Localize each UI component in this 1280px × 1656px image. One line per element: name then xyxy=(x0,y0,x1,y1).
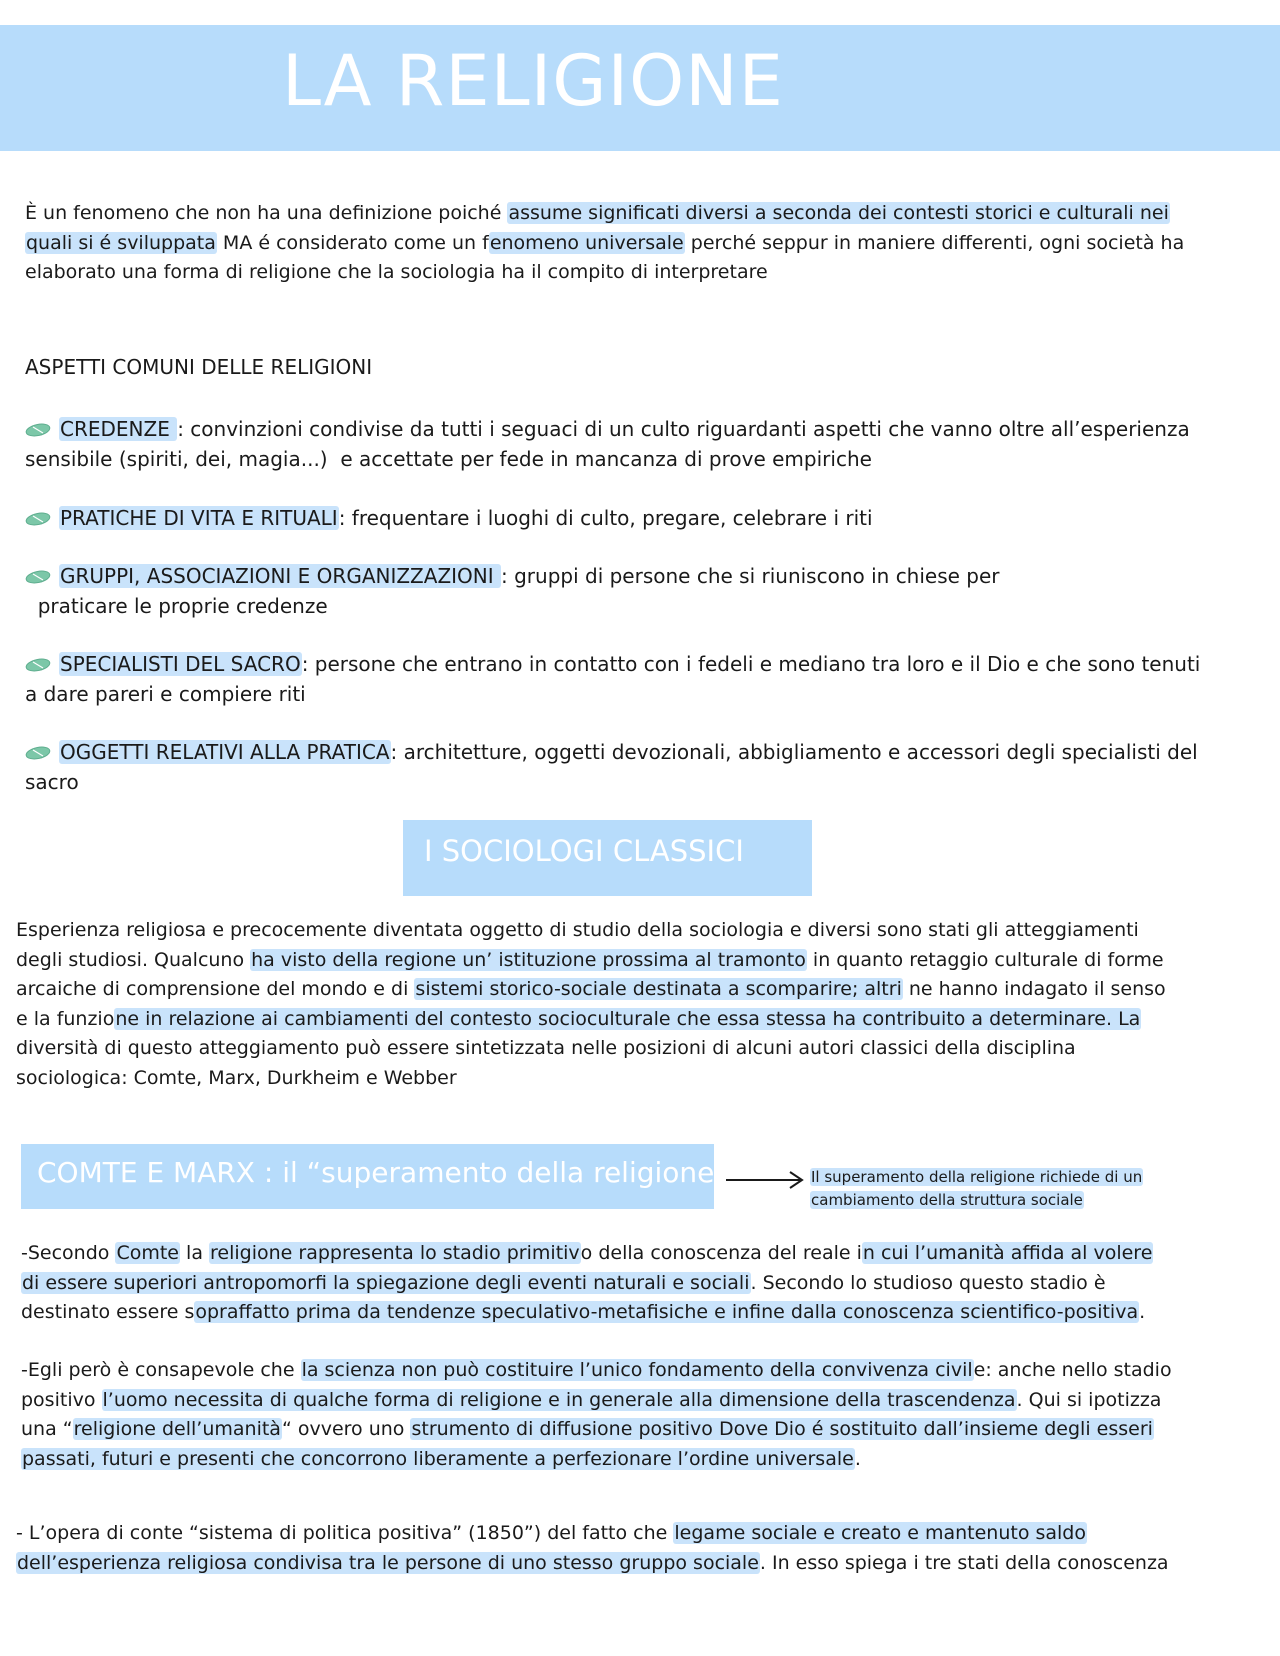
aspect-line xyxy=(25,738,1198,768)
aspect-term: PRATICHE DI VITA E RITUALI xyxy=(60,506,338,530)
text-segment: n cui l’umanità affida al volere xyxy=(862,1242,1153,1264)
aspect-item xyxy=(25,504,873,534)
text-segment: in quanto retaggio culturale di forme xyxy=(806,948,1164,971)
arrow-right-icon xyxy=(724,1168,806,1192)
aspect-description-cont: sacro xyxy=(25,769,79,794)
text-segment: legame sociale e creato e mantenuto saldo xyxy=(674,1522,1086,1544)
text-line xyxy=(16,1064,1166,1094)
text-segment: destinato essere s xyxy=(21,1301,195,1323)
text-segment: . Secondo lo studioso questo stadio è xyxy=(750,1271,1106,1294)
text-segment: la scienza non può costituire l’unico fondamento della convivenza civil xyxy=(301,1359,973,1381)
text-segment: elaborato una forma di religione che la sociologia ha il compito di interpretare xyxy=(25,261,768,283)
aspect-description-cont: praticare le proprie credenze xyxy=(25,593,328,618)
text-segment: . xyxy=(854,1447,861,1470)
text-segment: quali si é sviluppata xyxy=(26,231,216,254)
text-segment: dell’esperienza religiosa condivisa tra le persone di uno stesso gruppo sociale xyxy=(17,1551,759,1574)
aspect-item xyxy=(25,650,1200,709)
aspect-description-cont: sensibile (spiriti, dei, magia...) e accettate per fede in mancanza di prove empiriche xyxy=(25,446,872,471)
aspect-description: : persone che entrano in contatto con i fedeli e mediano tra loro e il Dio e che sono tenuti xyxy=(301,652,1201,676)
text-segment: la xyxy=(180,1242,210,1264)
text-segment: MA é considerato come un f xyxy=(216,231,489,254)
text-segment: e: anche nello stadio xyxy=(973,1359,1172,1381)
classici-paragraph xyxy=(16,916,1166,1093)
text-line xyxy=(21,1386,1172,1416)
comte-paragraph-2 xyxy=(21,1356,1172,1474)
text-segment: Esperienza religiosa e precocemente diventata oggetto di studio della sociologia e diversi sono stati gli atteggiamenti xyxy=(16,919,1139,941)
text-segment: religione rappresenta lo stadio primitiv xyxy=(210,1242,580,1264)
text-segment: Comte xyxy=(116,1242,179,1264)
text-segment: degli studiosi. Qualcuno xyxy=(16,948,251,971)
text-segment: . xyxy=(1139,1301,1146,1323)
classici-heading: I SOCIOLOGI CLASSICI xyxy=(403,820,812,896)
aspect-item xyxy=(25,738,1198,797)
aspect-description: : frequentare i luoghi di culto, pregare, celebrare i riti xyxy=(338,506,873,530)
aspect-description-cont: a dare pareri e compiere riti xyxy=(25,681,306,706)
text-segment: l’uomo necessita di qualche forma di religione e in generale alla dimensione della trascendenza xyxy=(102,1388,1016,1411)
pill-icon xyxy=(25,658,51,672)
aspect-line xyxy=(25,415,1190,445)
text-segment: arcaiche di comprensione del mondo e di xyxy=(16,978,415,1000)
text-line xyxy=(21,1445,1172,1475)
aspect-term: OGGETTI RELATIVI ALLA PRATICA xyxy=(60,740,390,764)
page-title: LA RELIGIONE xyxy=(282,40,784,122)
text-segment: positivo xyxy=(21,1388,102,1411)
text-segment: enomeno universale xyxy=(489,231,684,254)
comte-paragraph-3 xyxy=(16,1519,1169,1578)
text-line xyxy=(21,1239,1153,1269)
text-line xyxy=(21,1356,1172,1386)
aspect-line xyxy=(25,504,873,534)
text-segment: opraffatto prima da tendenze speculativo-metafisiche e infine dalla conoscenza scientifico-positiva xyxy=(195,1301,1139,1323)
side-note-line-1: Il superamento della religione richiede di un xyxy=(811,1168,1143,1186)
aspect-term: SPECIALISTI DEL SACRO xyxy=(60,652,301,676)
text-segment: una “ xyxy=(21,1418,73,1440)
text-segment: ne in relazione ai cambiamenti del contesto socioculturale che essa stessa ha contribuito a determinare. La xyxy=(115,1007,1141,1030)
text-segment: assume significati diversi a seconda dei contesti storici e culturali nei xyxy=(508,202,1169,224)
text-segment: È un fenomeno che non ha una definizione poiché xyxy=(25,202,508,224)
side-note xyxy=(810,1166,1143,1212)
intro-paragraph xyxy=(25,199,1184,288)
aspect-line xyxy=(25,562,1000,592)
text-segment: sistemi storico-sociale destinata a scomparire; altri xyxy=(415,978,902,1000)
aspect-description: : architetture, oggetti devozionali, abbigliamento e accessori degli specialisti del xyxy=(390,740,1198,764)
text-segment: e la funzio xyxy=(16,1007,115,1030)
text-segment: diversità di questo atteggiamento può essere sintetizzata nelle posizioni di alcuni autori classici della disciplina xyxy=(16,1037,1076,1059)
text-segment: ha visto della regione un’ istituzione prossima al tramonto xyxy=(251,948,806,971)
text-segment: “ ovvero uno xyxy=(281,1418,411,1440)
text-line xyxy=(16,1034,1166,1064)
text-line xyxy=(21,1298,1153,1328)
text-segment: passati, futuri e presenti che concorrono liberamente a perfezionare l’ordine universale xyxy=(22,1447,854,1470)
text-line xyxy=(16,975,1166,1005)
text-segment: . In esso spiega i tre stati della conoscenza xyxy=(759,1551,1169,1574)
text-segment: di essere superiori antropomorfi la spiegazione degli eventi naturali e sociali xyxy=(22,1271,750,1294)
text-line xyxy=(21,1415,1172,1445)
text-line xyxy=(16,1005,1166,1035)
text-segment: strumento di diffusione positivo Dove Dio é sostituito dall’insieme degli esseri xyxy=(411,1418,1153,1440)
comte-marx-heading: COMTE E MARX : il “superamento della religione” xyxy=(21,1144,714,1209)
text-segment: ne hanno indagato il senso xyxy=(902,978,1166,1000)
pill-icon xyxy=(25,746,51,760)
aspect-description: : convinzioni condivise da tutti i seguaci di un culto riguardanti aspetti che vanno oltre all’esperienza xyxy=(177,417,1190,441)
text-segment: o della conoscenza del reale i xyxy=(580,1242,862,1264)
text-line xyxy=(21,1269,1153,1299)
text-line xyxy=(25,258,1184,288)
text-segment: perché seppur in maniere differenti, ogni società ha xyxy=(684,231,1185,254)
aspect-term: CREDENZE xyxy=(60,417,177,441)
text-line xyxy=(16,1549,1169,1579)
pill-icon xyxy=(25,423,51,437)
aspect-line xyxy=(25,650,1200,680)
side-note-line-2: cambiamento della struttura sociale xyxy=(811,1191,1083,1209)
text-line xyxy=(25,229,1184,259)
comte-paragraph-1 xyxy=(21,1239,1153,1328)
text-segment: sociologica: Comte, Marx, Durkheim e Webber xyxy=(16,1066,457,1089)
text-segment: -Egli però è consapevole che xyxy=(21,1359,301,1381)
text-segment: religione dell’umanità xyxy=(73,1418,281,1440)
text-line xyxy=(16,916,1166,946)
text-segment: - L’opera di conte “sistema di politica positiva” (1850”) del fatto che xyxy=(16,1522,674,1544)
pill-icon xyxy=(25,570,51,584)
text-segment: . Qui si ipotizza xyxy=(1016,1388,1162,1411)
aspects-heading: ASPETTI COMUNI DELLE RELIGIONI xyxy=(25,355,373,379)
text-line xyxy=(16,946,1166,976)
aspect-term: GRUPPI, ASSOCIAZIONI E ORGANIZZAZIONI xyxy=(60,564,500,588)
text-line xyxy=(25,199,1184,229)
pill-icon xyxy=(25,512,51,526)
text-line xyxy=(16,1519,1169,1549)
aspect-description: : gruppi di persone che si riuniscono in chiese per xyxy=(501,564,1000,588)
aspect-item xyxy=(25,415,1190,474)
aspect-item xyxy=(25,562,1000,621)
text-segment: -Secondo xyxy=(21,1242,116,1264)
